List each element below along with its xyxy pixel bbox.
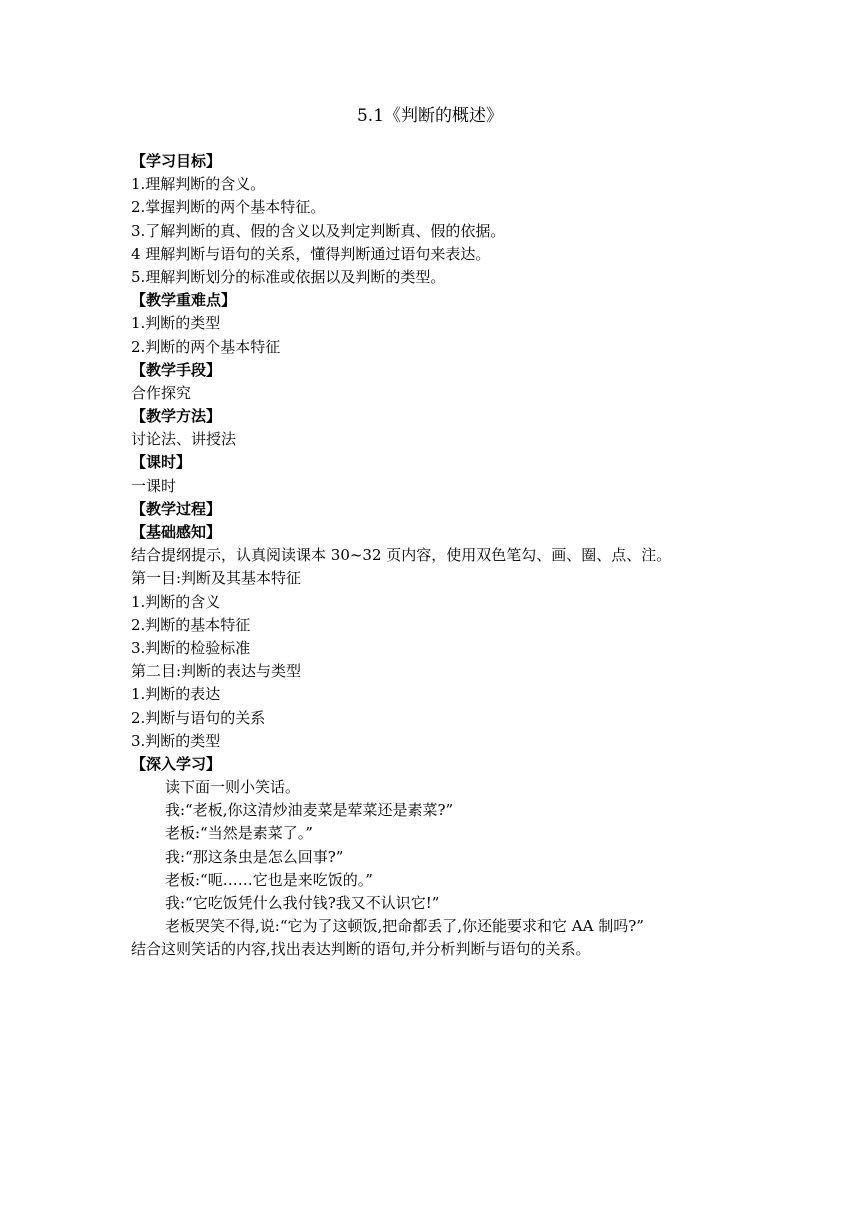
section-heading: 【学习目标】 (131, 152, 222, 170)
text-line: 2.判断的两个基本特征 (131, 337, 281, 356)
text-line: 讨论法、讲授法 (131, 430, 237, 449)
text-line: 一课时 (131, 476, 177, 495)
text-line: 3.判断的类型 (131, 731, 221, 750)
section-heading: 【教学重难点】 (131, 291, 237, 310)
text-line: 我:“那这条虫是怎么回事?” (165, 847, 344, 866)
text-line: 1.判断的表达 (131, 685, 221, 704)
text-line: 我:“它吃饭凭什么我付钱?我又不认识它!” (165, 894, 440, 912)
text-line: 3.了解判断的真、假的含义以及判定判断真、假的依据。 (131, 221, 506, 240)
text-line: 3.判断的检验标准 (131, 638, 251, 657)
text-line: 结合提纲提示，认真阅读课本 30~32 页内容，使用双色笔勾、画、圈、点、注。 (131, 546, 672, 565)
text-line: 5.理解判断划分的标准或依据以及判断的类型。 (131, 267, 446, 286)
text-line: 读下面一则小笑话。 (165, 778, 301, 797)
text-line: 老板哭笑不得,说:“它为了这顿饭,把命都丢了,你还能要求和它 AA 制吗?” (165, 917, 644, 936)
section-heading: 【深入学习】 (131, 754, 222, 773)
document-body (131, 150, 771, 962)
text-line: 我:“老板,你这清炒油麦菜是荤菜还是素菜?” (165, 801, 454, 820)
text-line: 2.判断的基本特征 (131, 615, 251, 634)
section-heading: 【课时】 (131, 453, 192, 472)
document-title: 5.1《判断的概述》 (356, 106, 504, 126)
section-heading: 【教学手段】 (131, 360, 222, 379)
text-line: 第一目:判断及其基本特征 (131, 569, 302, 588)
section-heading: 【基础感知】 (131, 523, 222, 541)
text-line: 2.判断与语句的关系 (131, 708, 266, 727)
text-line: 1.判断的含义 (131, 592, 221, 611)
text-line: 老板:“当然是素菜了。” (165, 824, 313, 843)
text-line: 结合这则笑话的内容,找出表达判断的语句,并分析判断与语句的关系。 (131, 940, 591, 959)
section-heading: 【教学过程】 (131, 499, 222, 518)
text-line: 1.理解判断的含义。 (131, 175, 266, 194)
text-line: 2.掌握判断的两个基本特征。 (131, 198, 326, 217)
section-heading: 【教学方法】 (131, 407, 222, 426)
text-line: 第二目:判断的表达与类型 (131, 662, 302, 681)
text-line: 1.判断的类型 (131, 314, 221, 333)
text-line: 4 理解判断与语句的关系，懂得判断通过语句来表达。 (131, 244, 491, 263)
text-line: 合作探究 (131, 383, 192, 402)
text-line: 老板:“呃……它也是来吃饭的。” (165, 870, 373, 889)
